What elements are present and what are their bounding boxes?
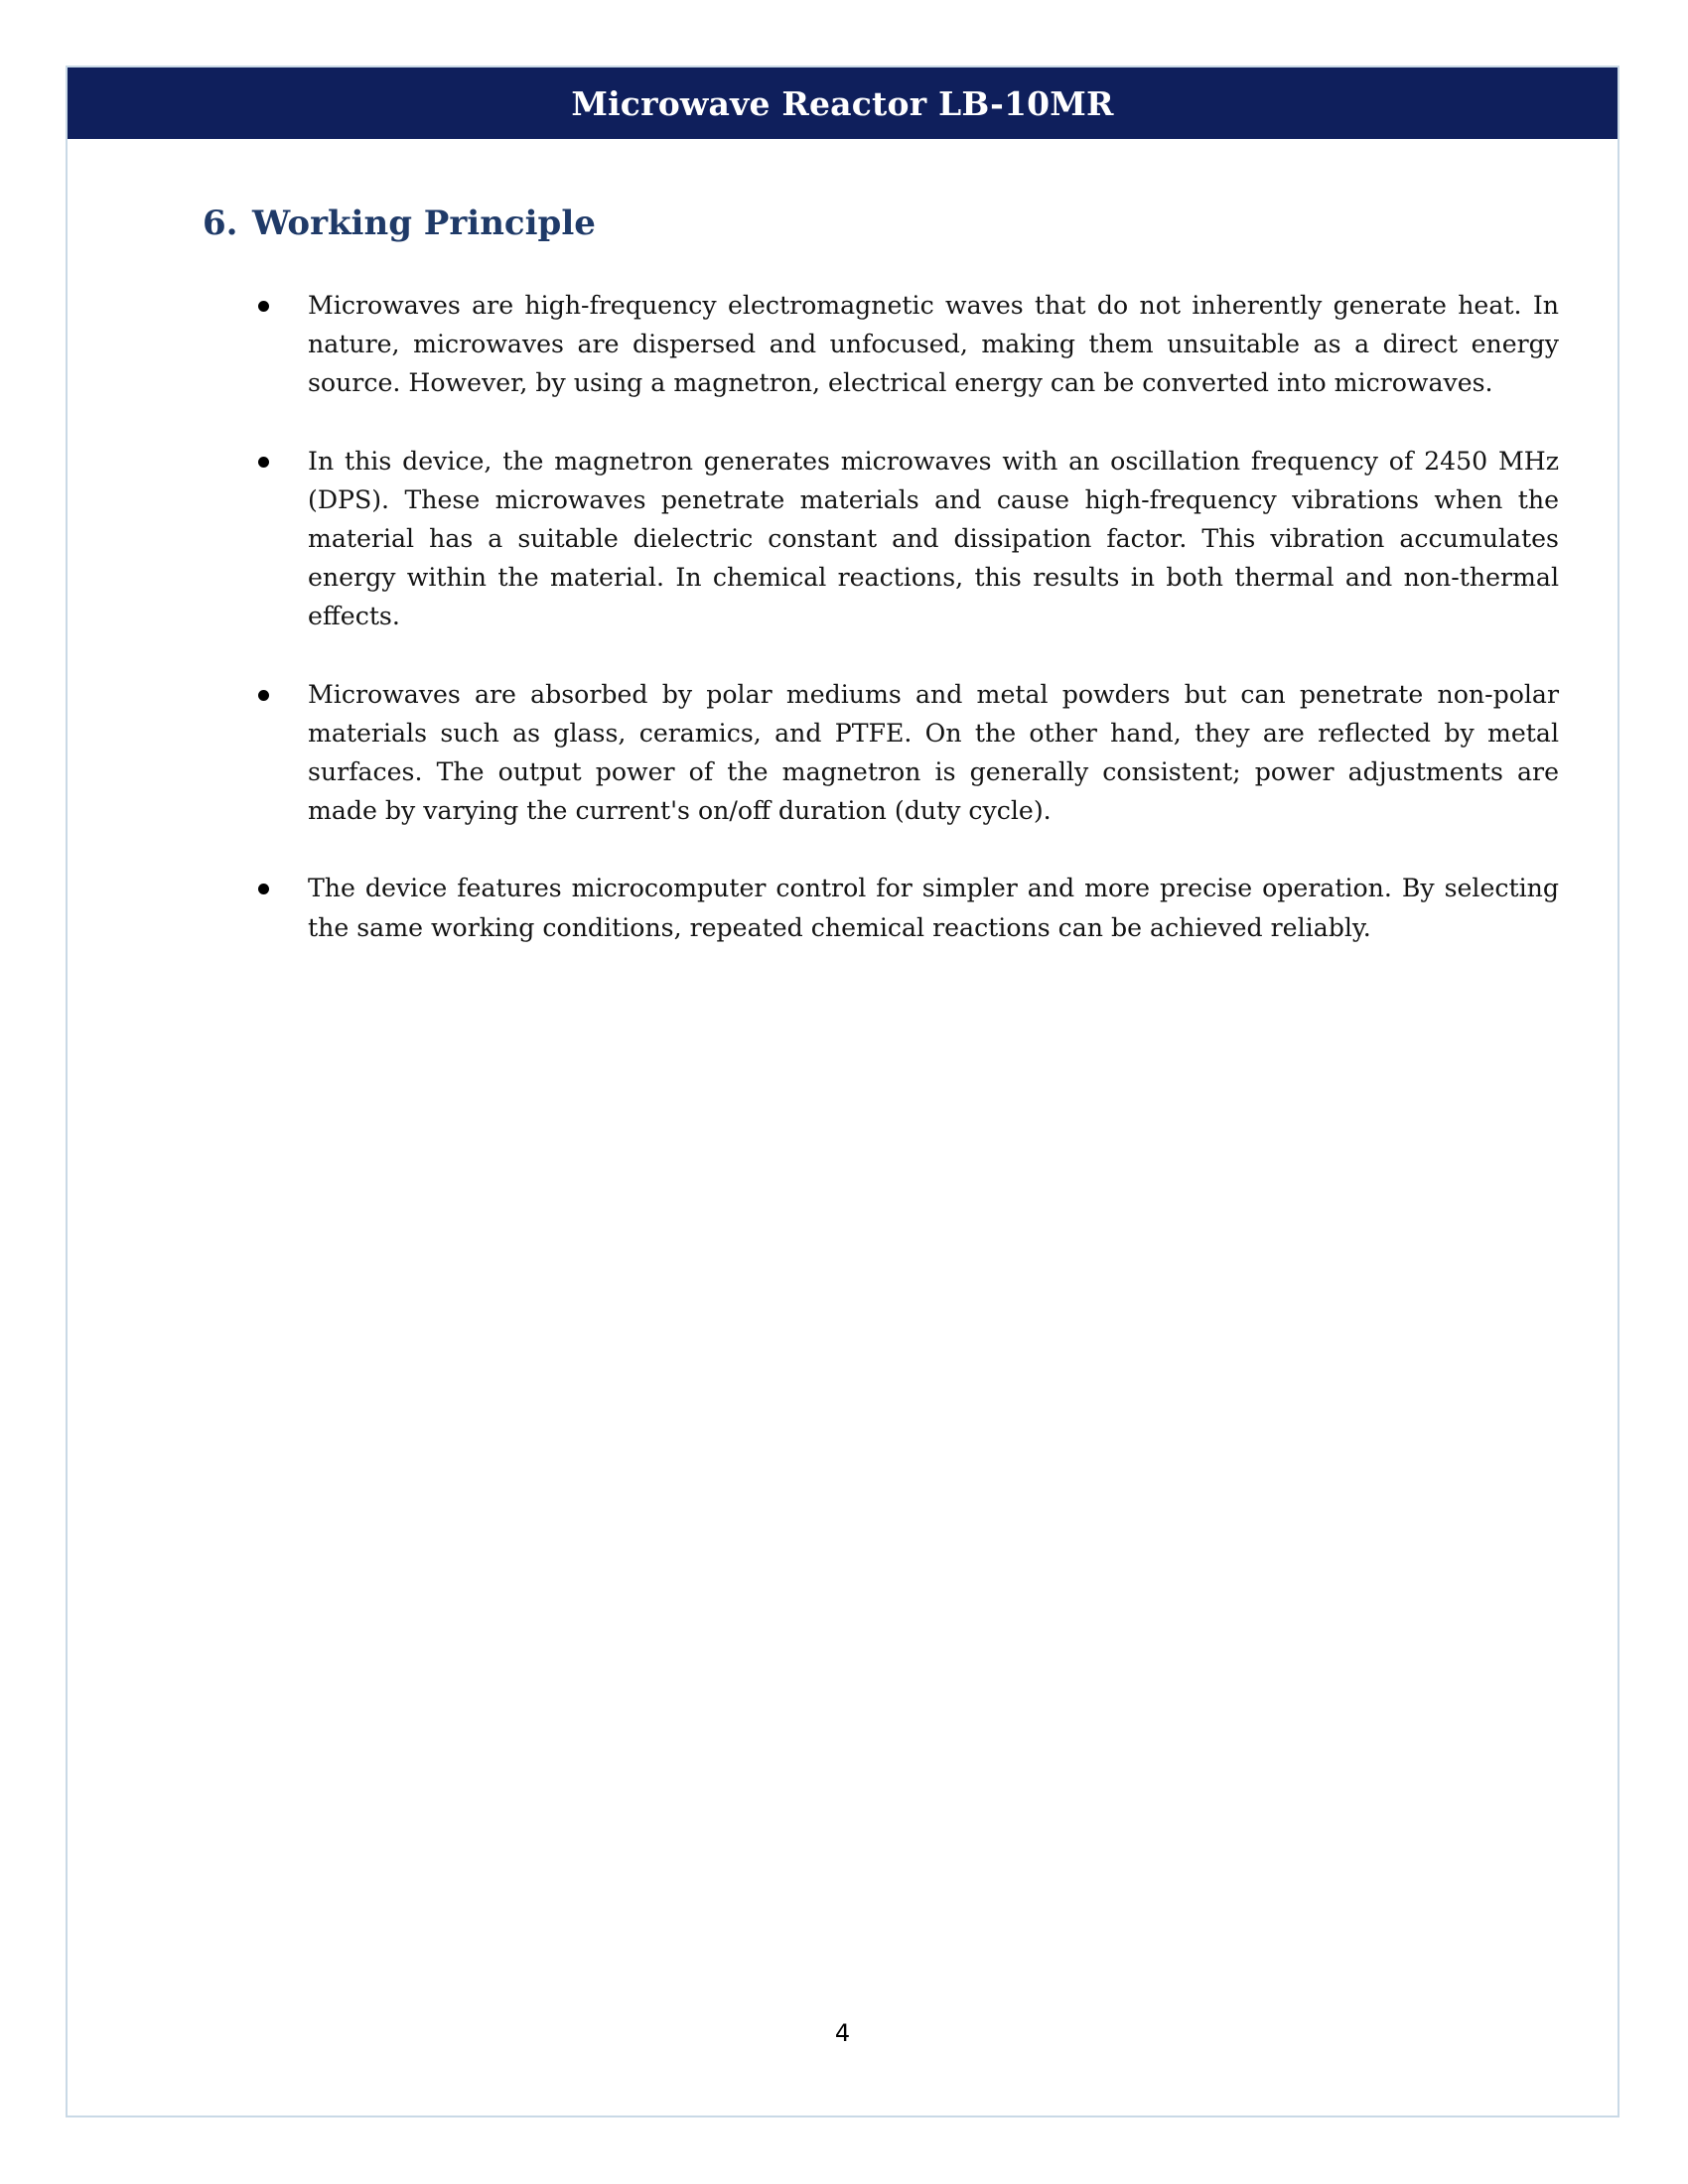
list-item <box>258 442 1559 636</box>
section-heading <box>203 202 596 245</box>
bullet-text: Microwaves are high-frequency electromagnetic waves that do not inherently generate heat. In nature, microwaves are dispersed and unfocused, making them unsuitable as a direct energy source. However, by using a magnetron, electrical energy can be converted into microwaves. <box>308 291 1559 398</box>
bullet-list <box>258 286 1559 986</box>
bullet-icon <box>258 301 269 312</box>
document-title: Microwave Reactor LB-10MR <box>571 83 1114 123</box>
section-title: Working Principle <box>252 204 596 243</box>
bullet-text: In this device, the magnetron generates microwaves with an oscillation frequency of 2450 MHz (DPS). These microwaves penetrate materials and cause high-frequency vibrations when the material has a suitable dielectric constant and dissipation factor. This vibration accumulates energy within the material. In chemical reactions, this results in both thermal and non-thermal effects. <box>308 446 1559 631</box>
bullet-icon <box>258 884 269 894</box>
page-frame <box>66 66 1619 2117</box>
bullet-icon <box>258 457 269 468</box>
page-number: 4 <box>834 2019 851 2047</box>
list-item <box>258 286 1559 403</box>
section-number: 6. <box>203 204 238 243</box>
header-bar <box>68 68 1618 139</box>
list-item <box>258 869 1559 946</box>
bullet-text: The device features microcomputer control for simpler and more precise operation. By selecting the same working conditions, repeated chemical reactions can be achieved reliably. <box>308 874 1559 942</box>
bullet-icon <box>258 690 269 701</box>
bullet-text: Microwaves are absorbed by polar mediums and metal powders but can penetrate non-polar materials such as glass, ceramics, and PTFE. On the other hand, they are reflected by metal surfaces. The output power of the magnetron is generally consistent; power adjustments are made by varying the current's on/off duration (duty cycle). <box>308 679 1559 826</box>
list-item <box>258 675 1559 831</box>
